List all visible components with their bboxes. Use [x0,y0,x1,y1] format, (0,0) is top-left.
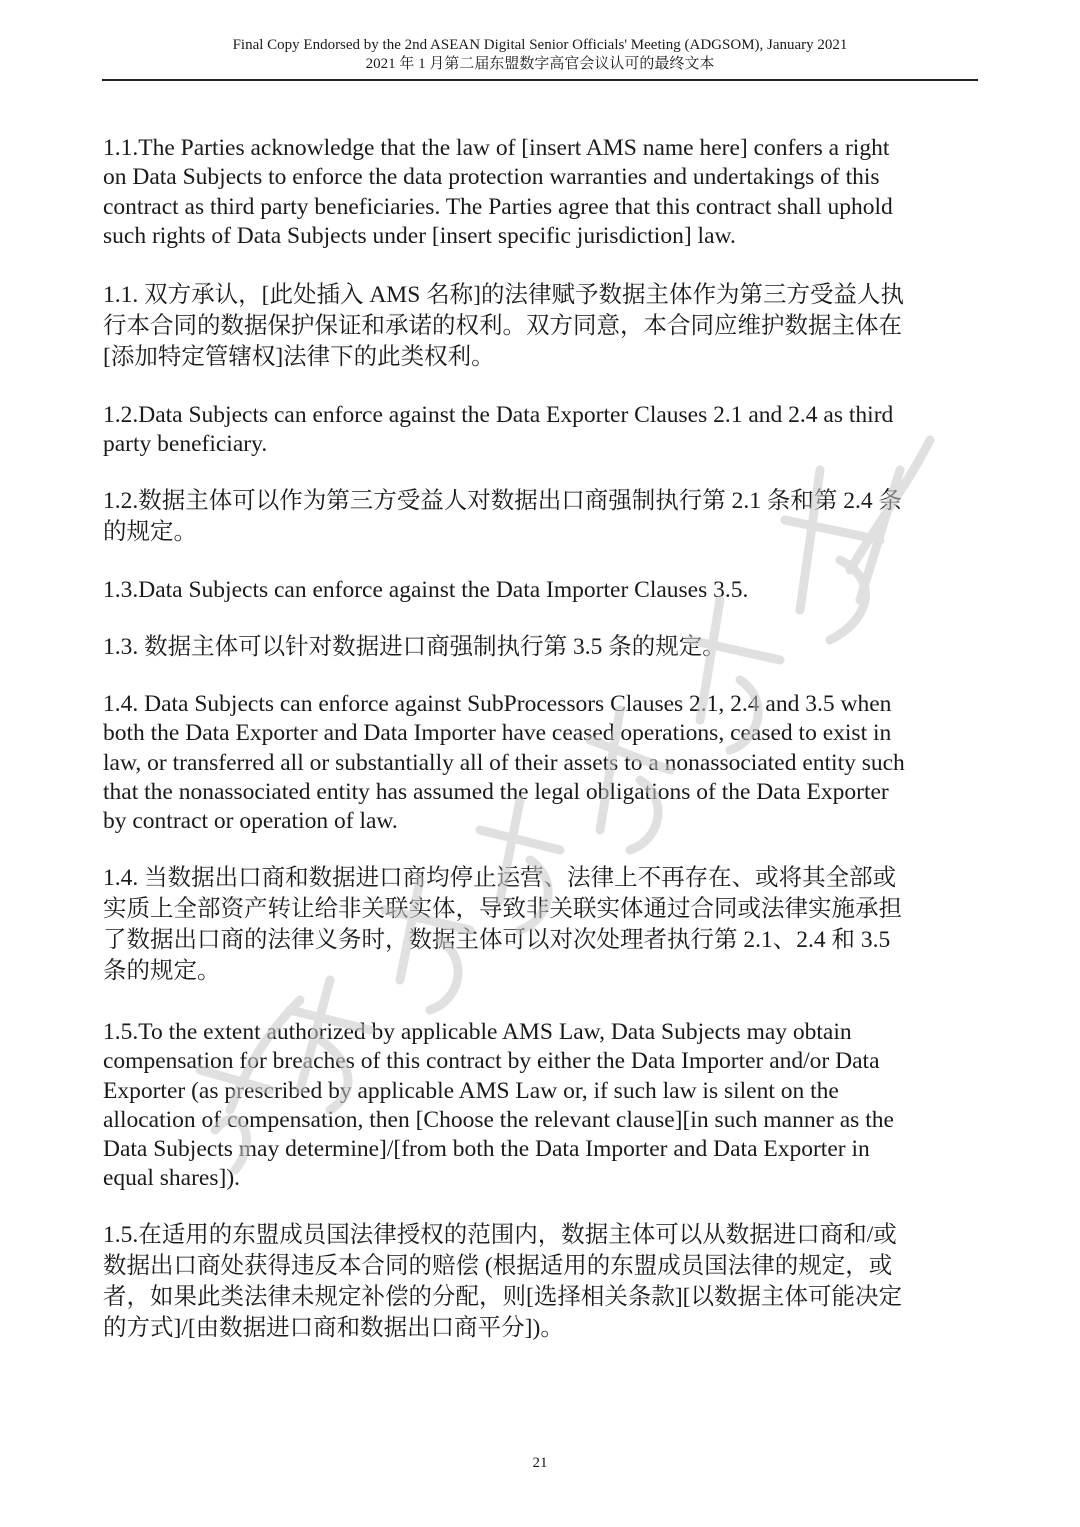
text-line: 1.3. 数据主体可以针对数据进口商强制执行第 3.5 条的规定。 [103,634,726,660]
text-line: 实质上全部资产转让给非关联实体，导致非关联实体通过合同或法律实施承担 [103,896,902,922]
clause-1-4-zh [103,863,973,987]
text-line: Exporter (as prescribed by applicable AMS Law or, if such law is silent on the [103,1077,839,1104]
text-line: 行本合同的数据保护保证和承诺的权利。双方同意，本合同应维护数据主体在 [103,313,902,339]
text-line: contract as third party beneficiaries. The Parties agree that this contract shall uphold [103,193,893,220]
text-line: that the nonassociated entity has assumed the legal obligations of the Data Exporter [103,778,889,805]
clause-1-3-en [103,576,973,605]
text-line: 1.4. 当数据出口商和数据进口商均停止运营、法律上不再存在、或将其全部或 [103,865,897,891]
page-number: 21 [532,1455,548,1471]
clause-1-1-en [103,134,973,251]
text-line: 数据出口商处获得违反本合同的赔偿 (根据适用的东盟成员国法律的规定，或 [103,1253,893,1279]
text-line: 1.1.The Parties acknowledge that the law of [insert AMS name here] confers a right [103,135,890,161]
text-line: 了数据出口商的法律义务时，数据主体可以对次处理者执行第 2.1、2.4 和 3.5 [103,927,891,953]
header-divider [102,79,978,81]
text-line: 的方式]/[由数据进口商和数据出口商平分])。 [103,1315,564,1341]
text-line: 1.2.数据主体可以作为第三方受益人对数据出口商强制执行第 2.1 条和第 2.4 条 [103,488,902,514]
text-line: equal shares]). [103,1165,241,1192]
page-header [102,36,978,74]
text-line: on Data Subjects to enforce the data protection warranties and undertakings of this [103,164,880,191]
text-line: 者，如果此类法律未规定补偿的分配，则[选择相关条款][以数据主体可能决定 [103,1284,902,1310]
header-title-zh: 2021 年 1 月第二届东盟数字高官会议认可的最终文本 [365,56,715,72]
text-line: 1.3.Data Subjects can enforce against the Data Importer Clauses 3.5. [103,577,749,603]
text-line: 条的规定。 [103,958,221,984]
text-line: Data Subjects may determine]/[from both the Data Importer and Data Exporter in [103,1136,870,1163]
text-line: 的规定。 [103,519,197,545]
text-line: compensation for breaches of this contract by either the Data Importer and/or Data [103,1048,880,1075]
text-line: such rights of Data Subjects under [insert specific jurisdiction] law. [103,222,736,249]
header-title-en: Final Copy Endorsed by the 2nd ASEAN Digital Senior Officials' Meeting (ADGSOM), January 2021 [232,37,848,53]
text-line: allocation of compensation, then [Choose the relevant clause][in such manner as the [103,1106,894,1133]
text-line: party beneficiary. [103,431,268,458]
clause-1-4-en [103,690,973,836]
text-line: 1.5.To the extent authorized by applicable AMS Law, Data Subjects may obtain [103,1019,852,1045]
text-line: 1.5.在适用的东盟成员国法律授权的范围内，数据主体可以从数据进口商和/或 [103,1222,897,1248]
clause-1-2-en [103,401,973,460]
text-line: 1.1. 双方承认，[此处插入 AMS 名称]的法律赋予数据主体作为第三方受益人执 [103,282,904,308]
text-line: law, or transferred all or substantially all of their assets to a nonassociated entity such [103,749,905,776]
text-line: 1.4. Data Subjects can enforce against SubProcessors Clauses 2.1, 2.4 and 3.5 when [103,691,892,717]
text-line: by contract or operation of law. [103,808,398,835]
clause-1-1-zh [103,280,973,373]
clause-1-5-en [103,1018,973,1194]
text-line: both the Data Exporter and Data Importer have ceased operations, ceased to exist in [103,720,892,747]
clause-1-3-zh [103,632,973,663]
text-line: 1.2.Data Subjects can enforce against the Data Exporter Clauses 2.1 and 2.4 as third [103,402,894,428]
clause-1-2-zh [103,486,973,548]
clause-1-5-zh [103,1220,973,1344]
text-line: [添加特定管辖权]法律下的此类权利。 [103,344,495,370]
